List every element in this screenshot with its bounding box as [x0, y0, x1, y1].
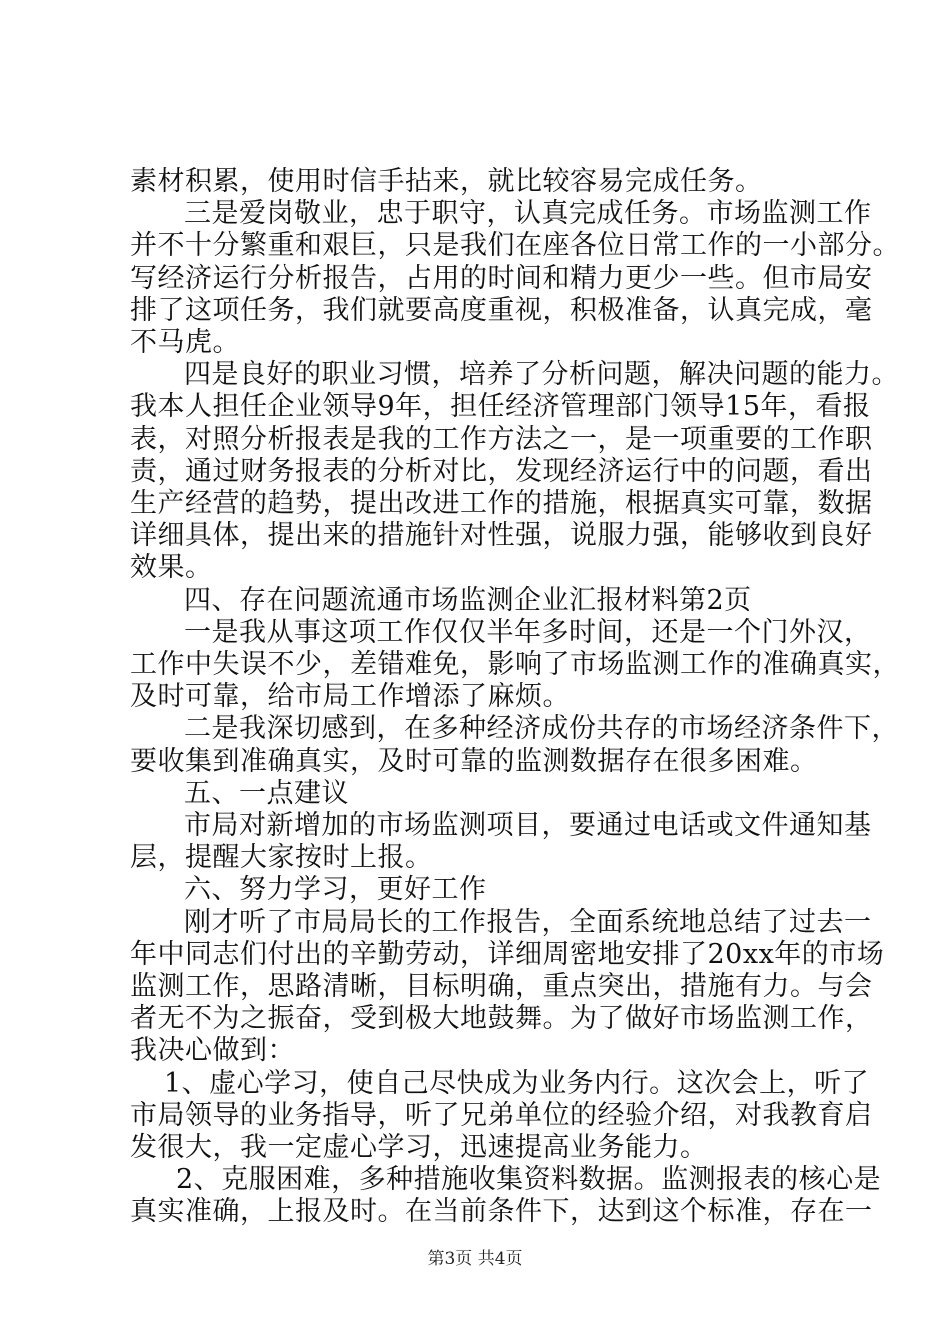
text-line: 四是良好的职业习惯，培养了分析问题，解决问题的能力。: [184, 359, 899, 390]
section-heading: 六、努力学习，更好工作: [184, 874, 487, 905]
text-line: 不马虎。: [130, 327, 240, 358]
text-line: 效果。: [130, 552, 213, 583]
text-line: 生产经营的趋势，提出改进工作的措施，根据真实可靠，数据: [130, 488, 873, 519]
section-heading: 五、一点建议: [184, 778, 349, 809]
text-line: 我决心做到：: [130, 1035, 295, 1066]
text-line: 写经济运行分析报告，占用的时间和精力更少一些。但市局安: [130, 263, 873, 294]
text-line: 市局对新增加的市场监测项目，要通过电话或文件通知基: [184, 810, 872, 841]
text-line: 素材积累，使用时信手拈来，就比较容易完成任务。: [130, 166, 763, 197]
section-heading: 四、存在问题流通市场监测企业汇报材料第2页: [184, 585, 752, 616]
text-line: 排了这项任务，我们就要高度重视，积极准备，认真完成，毫: [130, 295, 873, 326]
text-line: 市局领导的业务指导，听了兄弟单位的经验介绍，对我教育启: [130, 1100, 873, 1131]
text-line: 年中同志们付出的辛勤劳动，详细周密地安排了20xx年的市场: [130, 939, 885, 970]
text-line: 真实准确，上报及时。在当前条件下，达到这个标准，存在一: [130, 1196, 873, 1227]
text-line: 刚才听了市局局长的工作报告，全面系统地总结了过去一: [184, 907, 872, 938]
text-line: 工作中失误不少，差错难免，影响了市场监测工作的准确真实，: [130, 649, 900, 680]
page-footer: 第3页 共4页: [427, 1249, 523, 1269]
text-line: 二是我深切感到，在多种经济成份共存的市场经济条件下，: [184, 713, 899, 744]
text-line: 监测工作，思路清晰，目标明确，重点突出，措施有力。与会: [130, 971, 873, 1002]
text-line: 表，对照分析报表是我的工作方法之一，是一项重要的工作职: [130, 424, 873, 455]
text-line: 详细具体，提出来的措施针对性强，说服力强，能够收到良好: [130, 520, 873, 551]
text-line: 三是爱岗敬业，忠于职守，认真完成任务。市场监测工作: [184, 198, 872, 229]
text-line: 及时可靠，给市局工作增添了麻烦。: [130, 681, 570, 712]
text-line: 2、克服困难，多种措施收集资料数据。监测报表的核心是: [176, 1164, 882, 1195]
text-line: 要收集到准确真实，及时可靠的监测数据存在很多困难。: [130, 746, 818, 777]
text-line: 责，通过财务报表的分析对比，发现经济运行中的问题，看出: [130, 456, 873, 487]
text-line: 1、虚心学习，使自己尽快成为业务内行。这次会上，听了: [164, 1068, 870, 1099]
text-line: 并不十分繁重和艰巨，只是我们在座各位日常工作的一小部分。: [130, 230, 900, 261]
text-line: 层，提醒大家按时上报。: [130, 842, 433, 873]
text-line: 者无不为之振奋，受到极大地鼓舞。为了做好市场监测工作，: [130, 1003, 873, 1034]
text-line: 发很大，我一定虚心学习，迅速提高业务能力。: [130, 1132, 708, 1163]
text-line: 我本人担任企业领导9年，担任经济管理部门领导15年，看报: [130, 391, 871, 422]
text-line: 一是我从事这项工作仅仅半年多时间，还是一个门外汉，: [184, 617, 872, 648]
